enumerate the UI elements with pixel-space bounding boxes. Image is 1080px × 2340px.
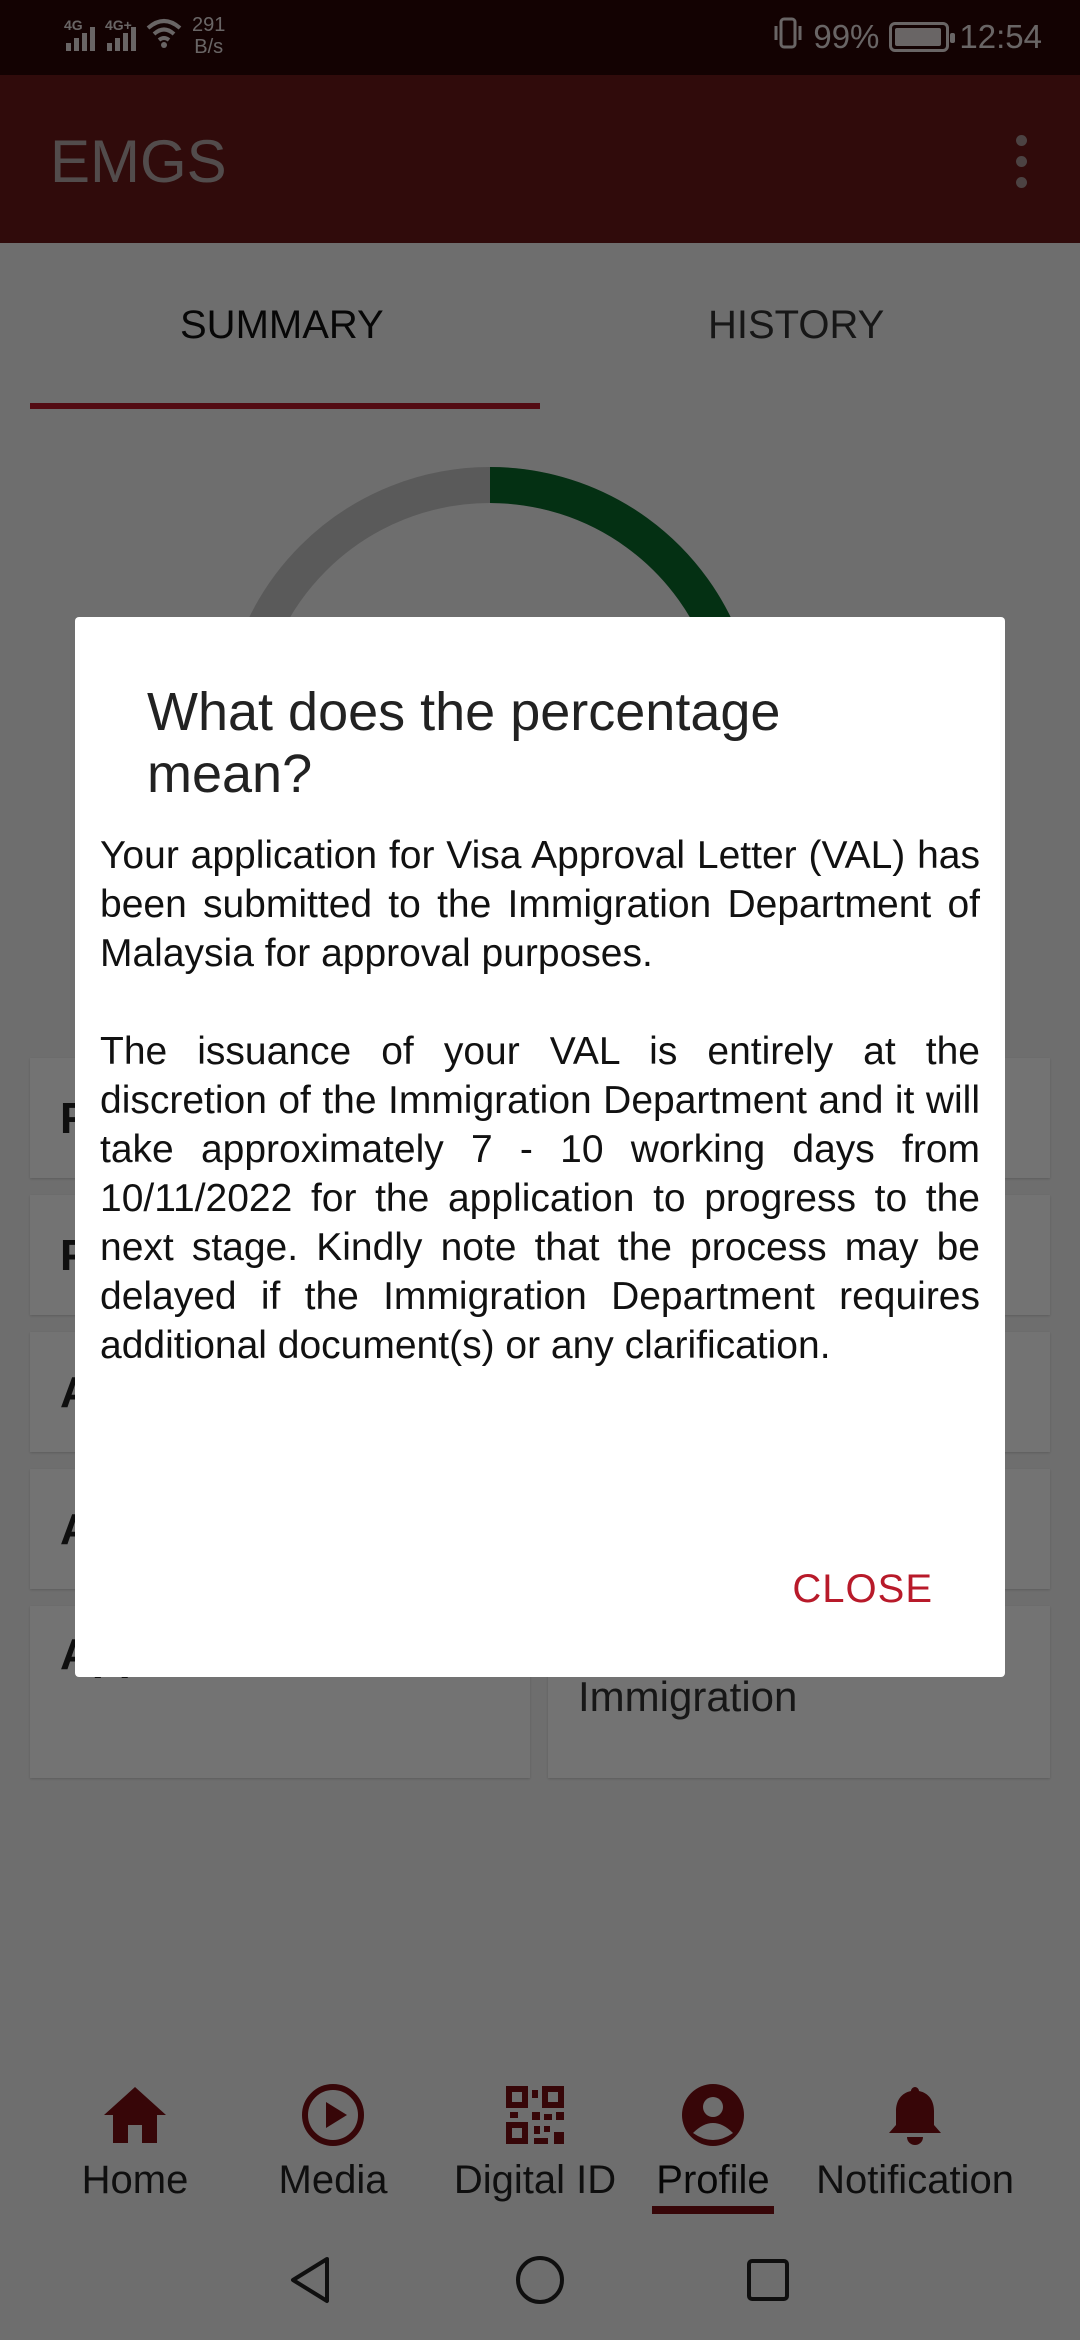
dialog-paragraph: The issuance of your VAL is entirely at the discretion of the Immigration Department and it will take approximately 7 - 10 working days from 10/11/2022 for the application to progress to the next stage. Kindly note that the process may be delayed if the Immigration Department requires additional document(s) or any clarification. — [100, 1030, 980, 1367]
dialog-paragraph: Your application for Visa Approval Letter (VAL) has been submitted to the Immigration Department of Malaysia for approval purposes. — [100, 834, 980, 975]
close-button[interactable]: CLOSE — [792, 1567, 933, 1611]
dialog-title: What does the percentage mean? — [147, 682, 781, 804]
dialog-body — [100, 831, 980, 1370]
percentage-info-dialog — [75, 617, 1005, 1677]
